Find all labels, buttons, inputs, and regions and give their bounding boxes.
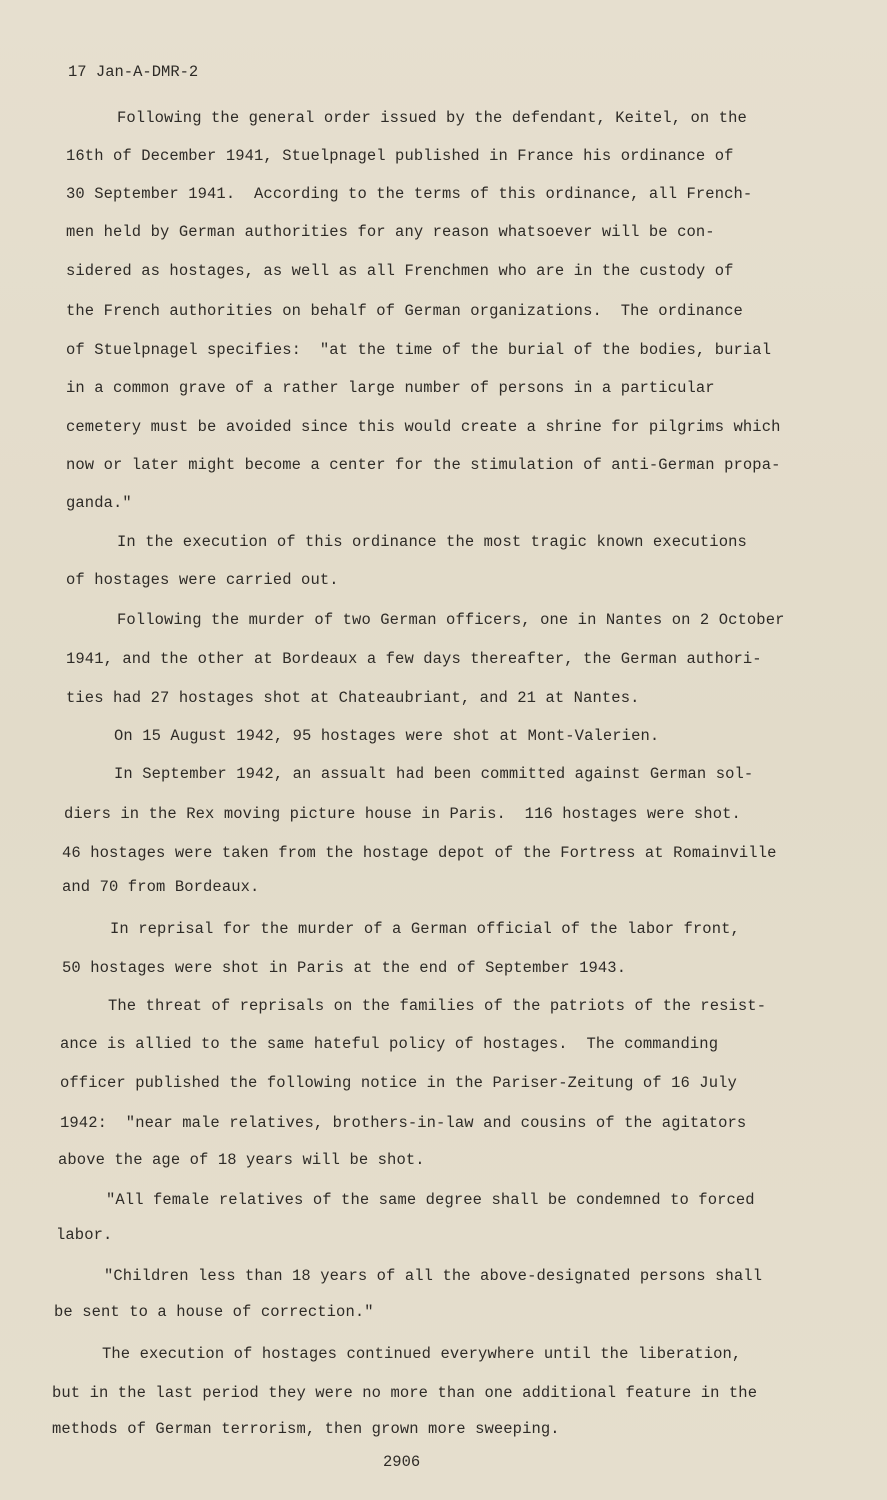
text-line-23: 50 hostages were shot in Paris at the end of September 1943. [62,959,627,977]
text-line-12: In the execution of this ordinance the most tragic known executions [117,533,747,551]
text-line-26: officer published the following notice in the Pariser-Zeitung of 16 July [60,1074,737,1092]
text-line-22: In reprisal for the murder of a German official of the labor front, [110,920,740,938]
text-line-8: in a common grave of a rather large number of persons in a particular [66,379,715,397]
text-line-2: 16th of December 1941, Stuelpnagel published in France his ordinance of [66,147,734,165]
text-line-30: labor. [56,1226,113,1244]
text-line-14: Following the murder of two German officers, one in Nantes on 2 October [117,611,785,629]
text-line-5: sidered as hostages, as well as all Frenchmen who are in the custody of [66,262,734,280]
text-line-19: diers in the Rex moving picture house in Paris. 116 hostages were shot. [64,805,741,823]
text-line-3: 30 September 1941. According to the terms of this ordinance, all French- [66,185,753,203]
text-line-11: ganda." [66,494,132,512]
text-line-17: On 15 August 1942, 95 hostages were shot at Mont-Valerien. [114,727,660,745]
text-line-7: of Stuelpnagel specifies: "at the time of the burial of the bodies, burial [66,341,772,359]
text-line-21: and 70 from Bordeaux. [62,878,260,896]
text-line-33: The execution of hostages continued everywhere until the liberation, [102,1345,742,1363]
text-line-35: methods of German terrorism, then grown more sweeping. [52,1420,560,1438]
text-line-6: the French authorities on behalf of German organizations. The ordinance [66,302,743,320]
text-line-34: but in the last period they were no more than one additional feature in the [52,1384,758,1402]
text-line-16: ties had 27 hostages shot at Chateaubriant, and 21 at Nantes. [66,689,640,707]
text-line-4: men held by German authorities for any reason whatsoever will be con- [66,223,715,241]
text-line-31: "Children less than 18 years of all the above-designated persons shall [104,1267,763,1285]
text-line-18: In September 1942, an assualt had been committed against German sol- [114,765,754,783]
text-line-13: of hostages were carried out. [66,571,339,589]
text-line-24: The threat of reprisals on the families of the patriots of the resist- [108,997,767,1015]
text-line-28: above the age of 18 years will be shot. [58,1151,425,1169]
text-line-15: 1941, and the other at Bordeaux a few days thereafter, the German authori- [66,650,762,668]
text-line-9: cemetery must be avoided since this would create a shrine for pilgrims which [66,418,781,436]
page-number: 2906 [383,1453,421,1471]
text-line-32: be sent to a house of correction." [54,1303,374,1321]
text-line-27: 1942: "near male relatives, brothers-in-law and cousins of the agitators [60,1114,747,1132]
text-line-25: ance is allied to the same hateful policy of hostages. The commanding [60,1035,719,1053]
text-line-20: 46 hostages were taken from the hostage depot of the Fortress at Romainville [62,844,777,862]
text-line-1: Following the general order issued by the defendant, Keitel, on the [117,109,747,127]
document-header: 17 Jan-A-DMR-2 [68,63,199,81]
text-line-10: now or later might become a center for the stimulation of anti-German propa- [66,456,781,474]
text-line-29: "All female relatives of the same degree shall be condemned to forced [106,1191,755,1209]
